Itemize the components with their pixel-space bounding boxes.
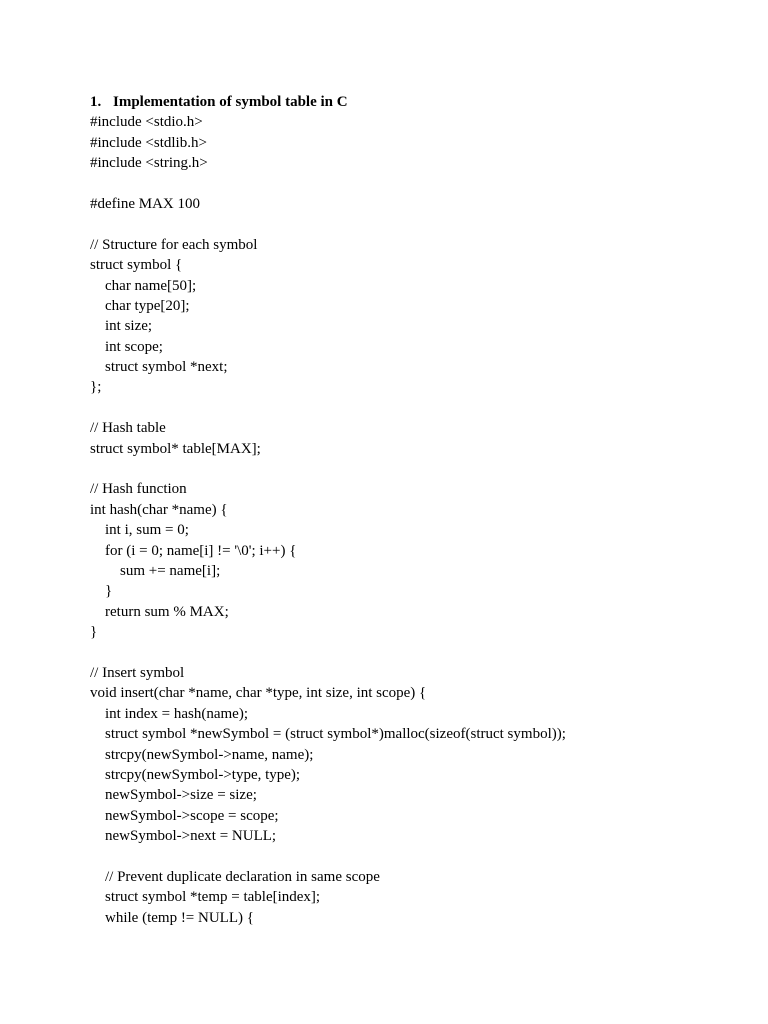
code-line: int scope; xyxy=(90,338,163,355)
document-body xyxy=(90,92,730,928)
code-line: struct symbol* table[MAX]; xyxy=(90,440,261,457)
code-line xyxy=(90,459,730,479)
code-line: newSymbol->next = NULL; xyxy=(90,828,277,845)
code-line: sum += name[i]; xyxy=(90,562,221,579)
code-line: int hash(char *name) { xyxy=(90,501,228,518)
code-line: char name[50]; xyxy=(90,277,197,294)
code-line: } xyxy=(90,624,98,641)
code-line: // Structure for each symbol xyxy=(90,236,258,253)
code-line: int size; xyxy=(90,318,153,335)
code-line: // Prevent duplicate declaration in same scope xyxy=(90,868,380,885)
code-line: #include <stdio.h> xyxy=(90,114,203,131)
code-line xyxy=(90,846,730,866)
code-line: char type[20]; xyxy=(90,297,190,314)
code-line xyxy=(90,214,730,234)
code-line xyxy=(90,643,730,663)
code-line: strcpy(newSymbol->type, type); xyxy=(90,766,301,783)
code-line: strcpy(newSymbol->name, name); xyxy=(90,746,314,763)
code-line: #include <string.h> xyxy=(90,155,208,172)
code-line: int i, sum = 0; xyxy=(90,522,189,539)
code-line: newSymbol->size = size; xyxy=(90,787,257,804)
code-line: } xyxy=(90,583,113,600)
section-number: 1. xyxy=(90,94,102,110)
code-line: #define MAX 100 xyxy=(90,195,200,212)
code-line: struct symbol *temp = table[index]; xyxy=(90,889,321,906)
code-line: newSymbol->scope = scope; xyxy=(90,807,279,824)
code-line: // Hash table xyxy=(90,420,166,437)
code-listing xyxy=(90,112,730,928)
section-heading xyxy=(90,92,730,112)
code-line: struct symbol *newSymbol = (struct symbol*)malloc(sizeof(struct symbol)); xyxy=(90,726,566,743)
code-line: return sum % MAX; xyxy=(90,603,229,620)
code-line xyxy=(90,174,730,194)
code-line: for (i = 0; name[i] != '\0'; i++) { xyxy=(90,542,297,559)
code-line: #include <stdlib.h> xyxy=(90,134,207,151)
code-line: void insert(char *name, char *type, int size, int scope) { xyxy=(90,685,427,702)
code-line xyxy=(90,398,730,418)
code-line: while (temp != NULL) { xyxy=(90,909,254,926)
section-title: Implementation of symbol table in C xyxy=(113,94,348,110)
code-line: int index = hash(name); xyxy=(90,705,249,722)
code-line: // Insert symbol xyxy=(90,664,185,681)
code-line: struct symbol *next; xyxy=(90,359,228,376)
code-line: // Hash function xyxy=(90,481,187,498)
code-line: }; xyxy=(90,379,102,396)
code-line: struct symbol { xyxy=(90,257,183,274)
